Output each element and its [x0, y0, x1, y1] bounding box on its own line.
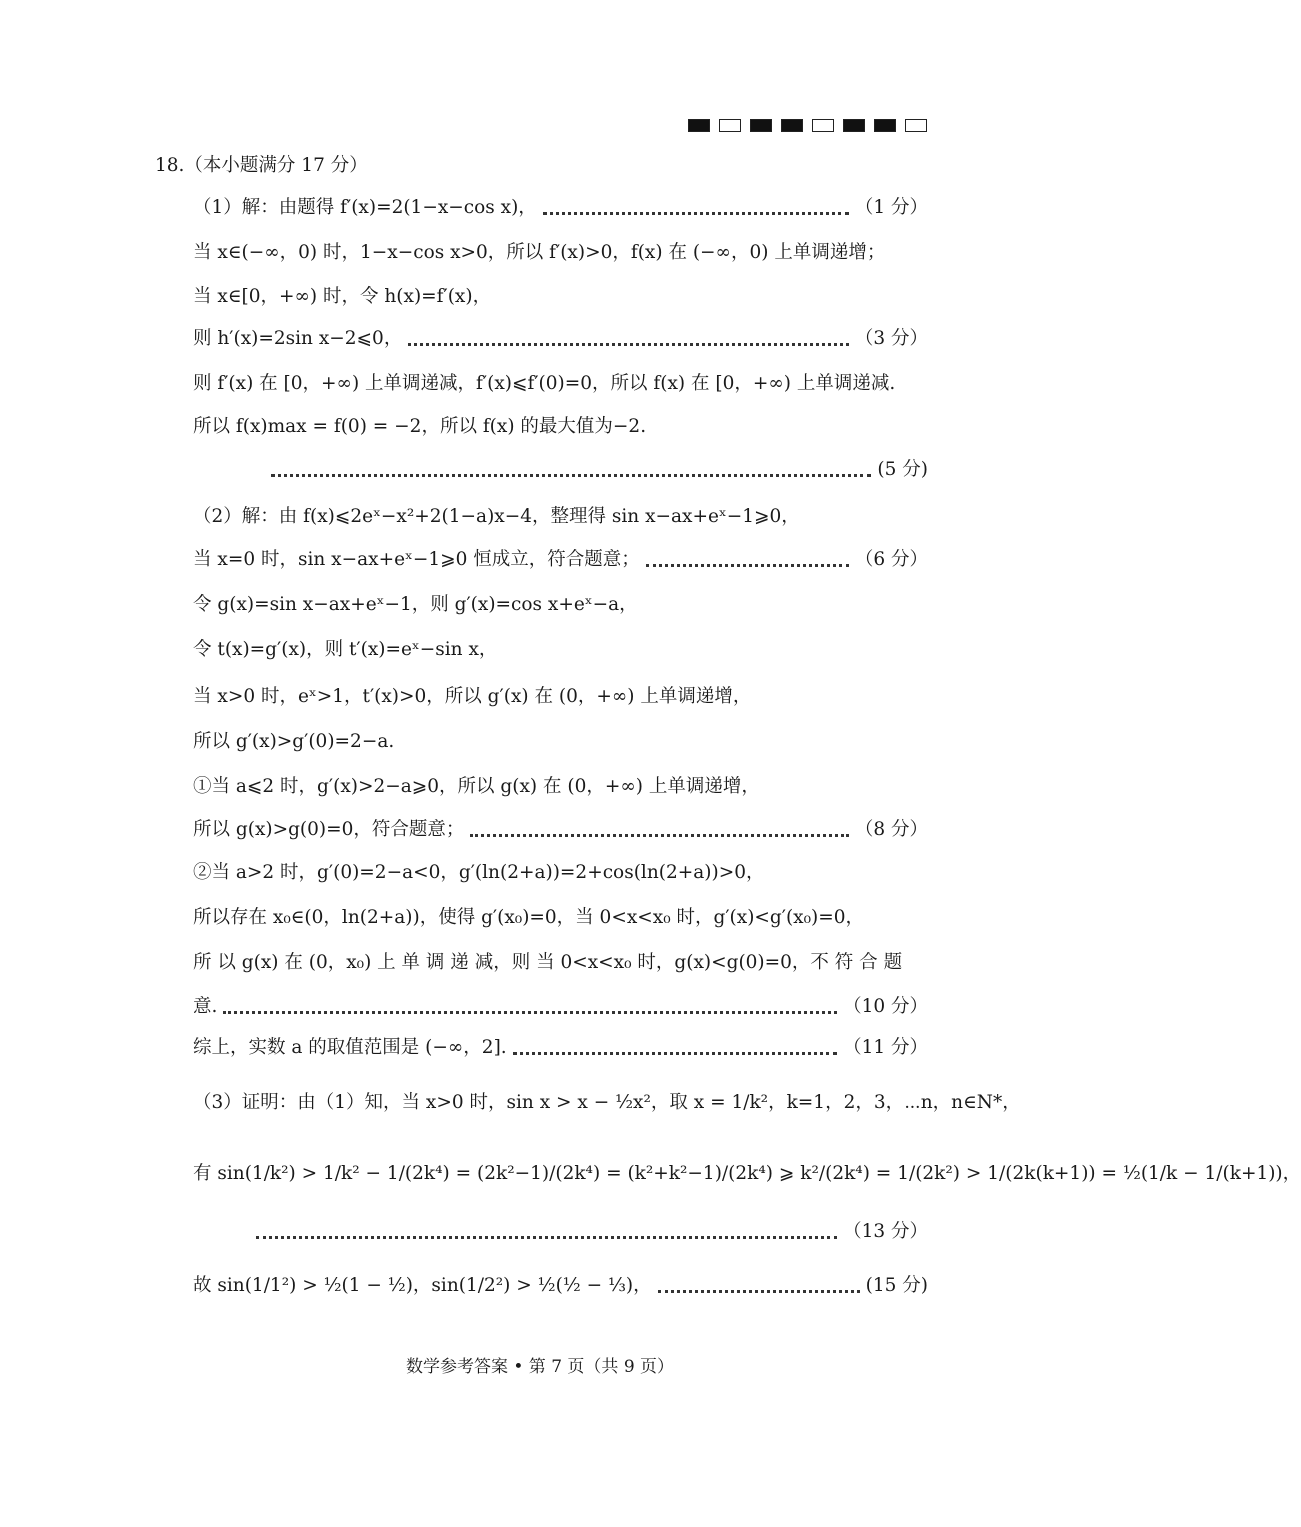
solution-line: [193, 1270, 928, 1302]
solution-line-text: 所以存在 x₀∈(0，ln(2+a))，使得 g′(x₀)=0，当 0<x<x₀ 时，g′(x)<g′(x₀)=0，: [193, 907, 865, 928]
filled-marker-icon: [843, 119, 865, 132]
page-footer: 数学参考答案 • 第 7 页（共 9 页）: [405, 1357, 675, 1377]
solution-line-text: 当 x=0 时，sin x−ax+eˣ−1⩾0 恒成立，符合题意；: [193, 549, 640, 570]
solution-line: [193, 726, 928, 758]
solution-line-text: 综上，实数 a 的取值范围是 (−∞，2].: [193, 1037, 507, 1058]
filled-marker-icon: [874, 119, 896, 132]
solution-line-text: 则 h′(x)=2sin x−2⩽0，: [193, 328, 403, 349]
solution-line: [193, 947, 928, 979]
solution-line-text: ①当 a⩽2 时，g′(x)>2−a⩾0，所以 g(x) 在 (0，+∞) 上单调递增，: [193, 776, 760, 797]
solution-line-text: 意.: [193, 996, 218, 1017]
solution-line-text: 故 sin(1/1²) > ½(1 − ½)，sin(1/2²) > ½(½ − ⅓)，: [193, 1275, 652, 1296]
solution-line: [193, 1032, 928, 1064]
score-label: (5 分): [877, 459, 928, 480]
solution-line: [193, 411, 928, 443]
solution-line: [193, 857, 928, 889]
solution-line-text: （2）解：由 f(x)⩽2eˣ−x²+2(1−a)x−4，整理得 sin x−ax+eˣ−1⩾0，: [193, 506, 800, 527]
solution-line-text: 所以 g(x)>g(0)=0，符合题意；: [193, 819, 465, 840]
leader-dots: [658, 1290, 860, 1293]
leader-dots: [646, 564, 849, 567]
solution-line: [193, 991, 928, 1023]
leader-dots: [256, 1236, 837, 1239]
solution-line: [193, 681, 928, 713]
solution-line-text: ②当 a>2 时，g′(0)=2−a<0，g′(ln(2+a))=2+cos(ln(2+a))>0，: [193, 862, 765, 883]
solution-line-text: 当 x∈[0，+∞) 时，令 h(x)=f′(x)，: [193, 286, 492, 307]
solution-line-text: （1）解：由题得 f′(x)=2(1−x−cos x)，: [193, 197, 537, 218]
empty-marker-icon: [812, 119, 834, 132]
solution-line: [193, 902, 928, 934]
solution-line: [193, 323, 928, 355]
filled-marker-icon: [750, 119, 772, 132]
score-label: (15 分): [865, 1275, 928, 1296]
leader-dots: [470, 834, 848, 837]
solution-line-text: （3）证明：由（1）知，当 x>0 时，sin x > x − ½x²，取 x = 1/k²，k=1，2，3，⋯n，n∈N*，: [193, 1092, 1021, 1113]
empty-marker-icon: [719, 119, 741, 132]
empty-marker-icon: [905, 119, 927, 132]
score-label: （6 分）: [854, 549, 928, 570]
score-label: （10 分）: [843, 996, 928, 1017]
solution-line-text: 令 t(x)=g′(x)，则 t′(x)=eˣ−sin x，: [193, 639, 498, 660]
filled-marker-icon: [781, 119, 803, 132]
solution-line-text: 所以 g′(x)>g′(0)=2−a.: [193, 731, 395, 752]
solution-line: [193, 281, 928, 313]
score-label: （13 分）: [843, 1221, 928, 1242]
solution-line: [265, 454, 928, 486]
page-markers: [688, 119, 927, 132]
solution-line: [193, 192, 928, 224]
leader-dots: [513, 1052, 837, 1055]
leader-dots: [223, 1011, 837, 1014]
filled-marker-icon: [688, 119, 710, 132]
solution-line: [193, 1087, 1021, 1119]
leader-dots: [408, 343, 849, 346]
solution-line: [193, 544, 928, 576]
solution-line: [193, 501, 928, 533]
score-label: （3 分）: [854, 328, 928, 349]
score-label: （11 分）: [843, 1037, 928, 1058]
solution-line-text: 所以 f(x)max = f(0) = −2，所以 f(x) 的最大值为−2.: [193, 416, 647, 437]
solution-line-text: 当 x>0 时，eˣ>1，t′(x)>0，所以 g′(x) 在 (0，+∞) 上单调递增，: [193, 686, 752, 707]
solution-line-text: 有 sin(1/k²) > 1/k² − 1/(2k⁴) = (2k²−1)/(2k⁴) = (k²+k²−1)/(2k⁴) ⩾ k²/(2k⁴) = 1/(2k²) > 1/(2k(k+1)) = ½(1/k − 1/(k+1))，: [193, 1163, 1301, 1184]
solution-line-text: 令 g(x)=sin x−ax+eˣ−1，则 g′(x)=cos x+eˣ−a，: [193, 594, 638, 615]
score-label: （1 分）: [854, 197, 928, 218]
solution-line: [193, 368, 928, 400]
solution-line-text: 当 x∈(−∞，0) 时，1−x−cos x>0，所以 f′(x)>0，f(x) 在 (−∞，0) 上单调递增；: [193, 242, 886, 263]
solution-line-text: 所 以 g(x) 在 (0，x₀) 上 单 调 递 减，则 当 0<x<x₀ 时，g(x)<g(0)=0，不 符 合 题: [193, 952, 903, 973]
solution-line: [250, 1216, 928, 1248]
question-header: 18.（本小题满分 17 分）: [155, 155, 368, 176]
leader-dots: [543, 212, 849, 215]
score-label: （8 分）: [854, 819, 928, 840]
solution-line: [193, 589, 928, 621]
solution-line: [193, 634, 928, 666]
solution-line: [193, 237, 928, 269]
solution-line: [193, 771, 928, 803]
solution-line: [193, 814, 928, 846]
solution-line-text: 则 f′(x) 在 [0，+∞) 上单调递减，f′(x)⩽f′(0)=0，所以 f(x) 在 [0，+∞) 上单调递减.: [193, 373, 896, 394]
leader-dots: [271, 474, 871, 477]
solution-line: [193, 1158, 1301, 1190]
